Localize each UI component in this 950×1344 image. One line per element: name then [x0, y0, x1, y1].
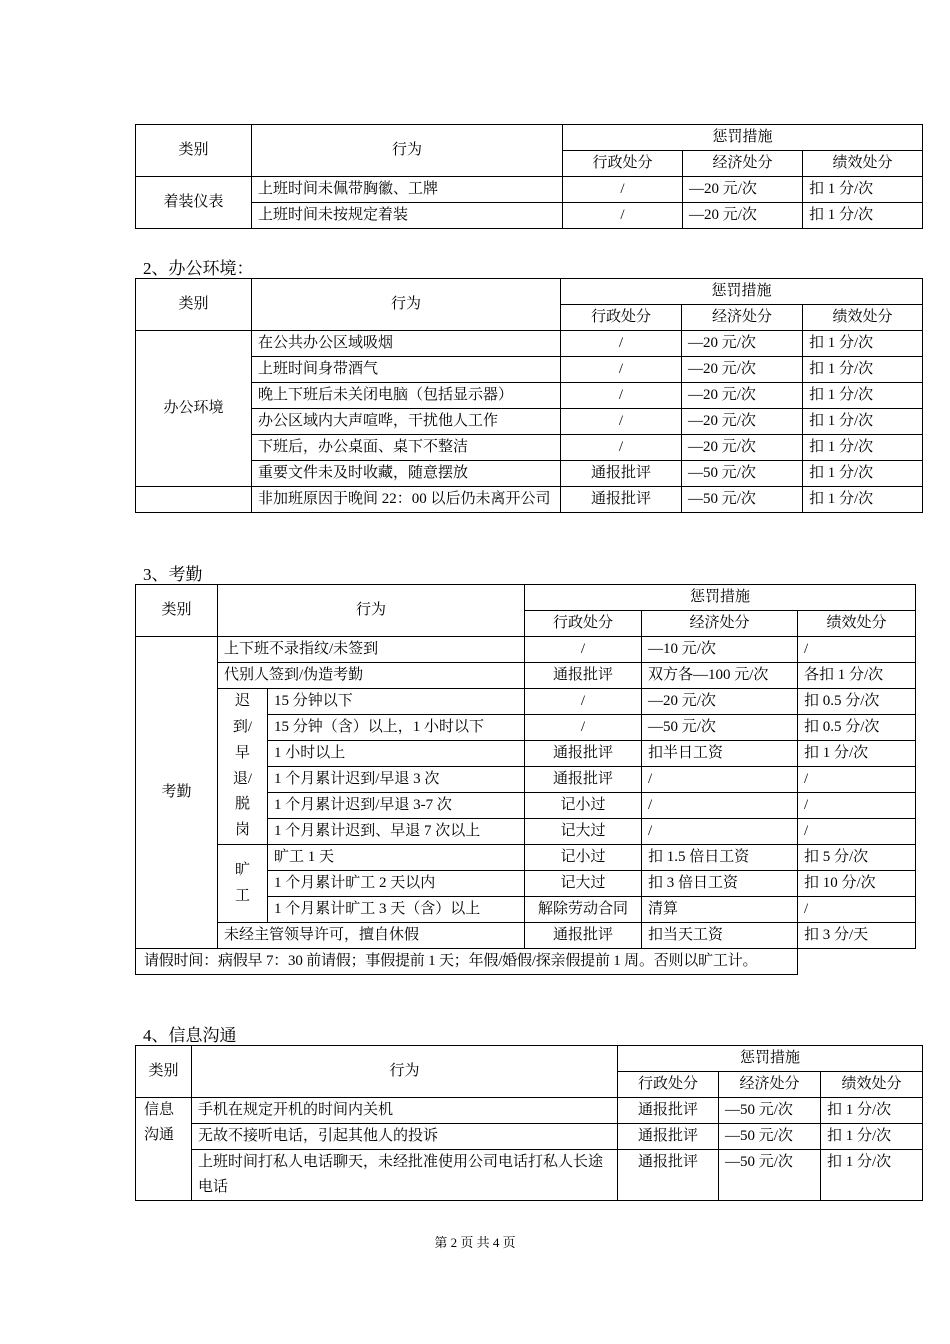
behavior-cell: 1 个月累计迟到/早退 3-7 次: [268, 793, 525, 819]
table-row: [136, 689, 916, 715]
economic-cell: —20 元/次: [682, 331, 803, 357]
admin-cell: /: [561, 435, 682, 461]
behavior-cell: 1 个月累计迟到、早退 7 次以上: [268, 819, 525, 845]
admin-cell: 通报批评: [561, 461, 682, 487]
header-admin: 行政处分: [563, 151, 683, 177]
header-penalty: 惩罚措施: [618, 1046, 923, 1072]
economic-cell: —20 元/次: [682, 435, 803, 461]
header-performance: 绩效处分: [803, 151, 923, 177]
header-economic: 经济处分: [642, 611, 798, 637]
header-economic: 经济处分: [683, 151, 803, 177]
performance-cell: 各扣 1 分/次: [798, 663, 916, 689]
admin-cell: 通报批评: [618, 1124, 719, 1150]
dress-table: [135, 124, 923, 229]
late-label-line: 脱: [234, 796, 250, 813]
economic-cell: 扣 3 倍日工资: [642, 871, 798, 897]
table-row: [136, 663, 916, 689]
economic-cell: 扣 1.5 倍日工资: [642, 845, 798, 871]
header-performance: 绩效处分: [803, 305, 923, 331]
table-row: [136, 949, 916, 975]
performance-cell: 扣 1 分/次: [803, 357, 923, 383]
admin-cell: 通报批评: [618, 1150, 719, 1201]
performance-cell: 扣 3 分/天: [798, 923, 916, 949]
behavior-cell: 1 个月累计旷工 2 天以内: [268, 871, 525, 897]
attendance-table: [135, 584, 916, 975]
admin-cell: 记大过: [525, 871, 642, 897]
admin-cell: 记小过: [525, 845, 642, 871]
header-admin: 行政处分: [525, 611, 642, 637]
performance-cell: 扣 1 分/次: [803, 203, 923, 229]
performance-cell: 扣 1 分/次: [803, 461, 923, 487]
behavior-cell: 1 个月累计迟到/早退 3 次: [268, 767, 525, 793]
admin-cell: 通报批评: [561, 487, 682, 513]
behavior-cell: 未经主管领导许可，擅自休假: [218, 923, 525, 949]
behavior-cell: 1 个月累计旷工 3 天（含）以上: [268, 897, 525, 923]
category-cell: 办公环境: [136, 331, 252, 487]
header-admin: 行政处分: [618, 1072, 719, 1098]
header-penalty: 惩罚措施: [525, 585, 916, 611]
table-row: [136, 1124, 923, 1150]
performance-cell: 扣 10 分/次: [798, 871, 916, 897]
absent-group-label: [218, 845, 268, 923]
behavior-cell: 晚上下班后未关闭电脑（包括显示器）: [252, 383, 561, 409]
table-row: [136, 357, 923, 383]
performance-cell: /: [798, 897, 916, 923]
behavior-cell: 下班后，办公桌面、桌下不整洁: [252, 435, 561, 461]
header-category: 类别: [136, 279, 252, 331]
header-behavior: 行为: [252, 279, 561, 331]
absent-label-line: 旷: [234, 861, 250, 878]
absent-label-line: 工: [234, 887, 250, 904]
category-cell: 考勤: [136, 637, 218, 949]
behavior-cell: 上班时间未按规定着装: [252, 203, 563, 229]
admin-cell: 通报批评: [618, 1098, 719, 1124]
table-row: [136, 203, 923, 229]
economic-cell: /: [642, 793, 798, 819]
late-label-line: 退/: [232, 770, 253, 787]
admin-cell: 通报批评: [525, 741, 642, 767]
header-penalty: 惩罚措施: [561, 279, 923, 305]
behavior-cell: 在公共办公区域吸烟: [252, 331, 561, 357]
admin-cell: 记小过: [525, 793, 642, 819]
performance-cell: 扣 1 分/次: [803, 177, 923, 203]
late-label-line: 到/: [232, 718, 253, 735]
behavior-cell: 15 分钟以下: [268, 689, 525, 715]
admin-cell: /: [563, 203, 683, 229]
admin-cell: /: [561, 331, 682, 357]
economic-cell: 清算: [642, 897, 798, 923]
behavior-cell: 上班时间身带酒气: [252, 357, 561, 383]
economic-cell: /: [642, 767, 798, 793]
communication-heading: 4、信息沟通: [143, 1026, 237, 1045]
table-row: [136, 461, 923, 487]
attendance-heading: 3、考勤: [143, 565, 203, 584]
admin-cell: /: [561, 409, 682, 435]
leave-note: 请假时间：病假早 7：30 前请假；事假提前 1 天；年假/婚假/探亲假提前 1 周。否则以旷工计。: [136, 949, 798, 975]
performance-cell: /: [798, 767, 916, 793]
header-behavior: 行为: [252, 125, 563, 177]
admin-cell: 通报批评: [525, 767, 642, 793]
late-label-line: 岗: [234, 822, 250, 839]
communication-table: [135, 1045, 923, 1201]
performance-cell: 扣 1 分/次: [821, 1150, 923, 1201]
behavior-cell: 无故不接听电话，引起其他人的投诉: [192, 1124, 618, 1150]
table-row: [136, 409, 923, 435]
economic-cell: —50 元/次: [682, 461, 803, 487]
table-row: [136, 383, 923, 409]
performance-cell: 扣 1 分/次: [821, 1098, 923, 1124]
performance-cell: 扣 5 分/次: [798, 845, 916, 871]
admin-cell: /: [563, 177, 683, 203]
table-row: [136, 487, 923, 513]
economic-cell: 扣当天工资: [642, 923, 798, 949]
header-economic: 经济处分: [682, 305, 803, 331]
performance-cell: 扣 1 分/次: [803, 435, 923, 461]
economic-cell: —50 元/次: [642, 715, 798, 741]
economic-cell: —50 元/次: [719, 1150, 821, 1201]
economic-cell: —20 元/次: [683, 203, 803, 229]
admin-cell: 记大过: [525, 819, 642, 845]
economic-cell: 双方各—100 元/次: [642, 663, 798, 689]
performance-cell: 扣 0.5 分/次: [798, 715, 916, 741]
admin-cell: /: [525, 689, 642, 715]
behavior-cell: 上班时间打私人电话聊天，未经批准使用公司电话打私人长途电话: [192, 1150, 618, 1201]
performance-cell: /: [798, 819, 916, 845]
performance-cell: 扣 1 分/次: [803, 383, 923, 409]
header-behavior: 行为: [192, 1046, 618, 1098]
behavior-cell: 15 分钟（含）以上，1 小时以下: [268, 715, 525, 741]
table-row: [136, 435, 923, 461]
admin-cell: /: [561, 357, 682, 383]
admin-cell: 解除劳动合同: [525, 897, 642, 923]
performance-cell: 扣 0.5 分/次: [798, 689, 916, 715]
header-performance: 绩效处分: [821, 1072, 923, 1098]
performance-cell: 扣 1 分/次: [803, 487, 923, 513]
economic-cell: /: [642, 819, 798, 845]
header-category: 类别: [136, 585, 218, 637]
table-row: [136, 1098, 923, 1124]
table-row: [136, 845, 916, 871]
admin-cell: 通报批评: [525, 663, 642, 689]
economic-cell: —20 元/次: [682, 357, 803, 383]
header-admin: 行政处分: [561, 305, 682, 331]
office-table: [135, 278, 923, 513]
header-penalty: 惩罚措施: [563, 125, 923, 151]
behavior-cell: 非加班原因于晚间 22：00 以后仍未离开公司: [252, 487, 561, 513]
economic-cell: —10 元/次: [642, 637, 798, 663]
admin-cell: /: [561, 383, 682, 409]
behavior-cell: 办公区域内大声喧哗，干扰他人工作: [252, 409, 561, 435]
behavior-cell: 重要文件未及时收藏，随意摆放: [252, 461, 561, 487]
admin-cell: /: [525, 637, 642, 663]
table-row: [136, 923, 916, 949]
admin-cell: /: [525, 715, 642, 741]
economic-cell: —20 元/次: [683, 177, 803, 203]
table-row: [136, 177, 923, 203]
header-economic: 经济处分: [719, 1072, 821, 1098]
economic-cell: —50 元/次: [719, 1124, 821, 1150]
table-row: [136, 1150, 923, 1201]
header-category: 类别: [136, 1046, 192, 1098]
header-performance: 绩效处分: [798, 611, 916, 637]
late-label-line: 早: [234, 744, 250, 761]
office-heading: 2、办公环境：: [143, 259, 254, 278]
performance-cell: 扣 1 分/次: [798, 741, 916, 767]
behavior-cell: 代别人签到/伪造考勤: [218, 663, 525, 689]
performance-cell: /: [798, 637, 916, 663]
economic-cell: —50 元/次: [719, 1098, 821, 1124]
economic-cell: —20 元/次: [642, 689, 798, 715]
page-footer: 第 2 页 共 4 页: [434, 1235, 516, 1250]
performance-cell: /: [798, 793, 916, 819]
performance-cell: 扣 1 分/次: [803, 409, 923, 435]
behavior-cell: 上下班不录指纹/未签到: [218, 637, 525, 663]
economic-cell: —20 元/次: [682, 409, 803, 435]
admin-cell: 通报批评: [525, 923, 642, 949]
behavior-cell: 1 小时以上: [268, 741, 525, 767]
economic-cell: 扣半日工资: [642, 741, 798, 767]
category-cell: 信息沟通: [136, 1098, 192, 1201]
performance-cell: 扣 1 分/次: [821, 1124, 923, 1150]
late-label-line: 迟: [234, 693, 250, 710]
behavior-cell: 旷工 1 天: [268, 845, 525, 871]
table-row: [136, 637, 916, 663]
late-group-label: [218, 689, 268, 845]
header-behavior: 行为: [218, 585, 525, 637]
economic-cell: —20 元/次: [682, 383, 803, 409]
category-cell: 着装仪表: [136, 177, 252, 229]
behavior-cell: 手机在规定开机的时间内关机: [192, 1098, 618, 1124]
header-category: 类别: [136, 125, 252, 177]
economic-cell: —50 元/次: [682, 487, 803, 513]
table-row: [136, 331, 923, 357]
empty-cell: [136, 487, 252, 513]
performance-cell: 扣 1 分/次: [803, 331, 923, 357]
behavior-cell: 上班时间未佩带胸徽、工牌: [252, 177, 563, 203]
